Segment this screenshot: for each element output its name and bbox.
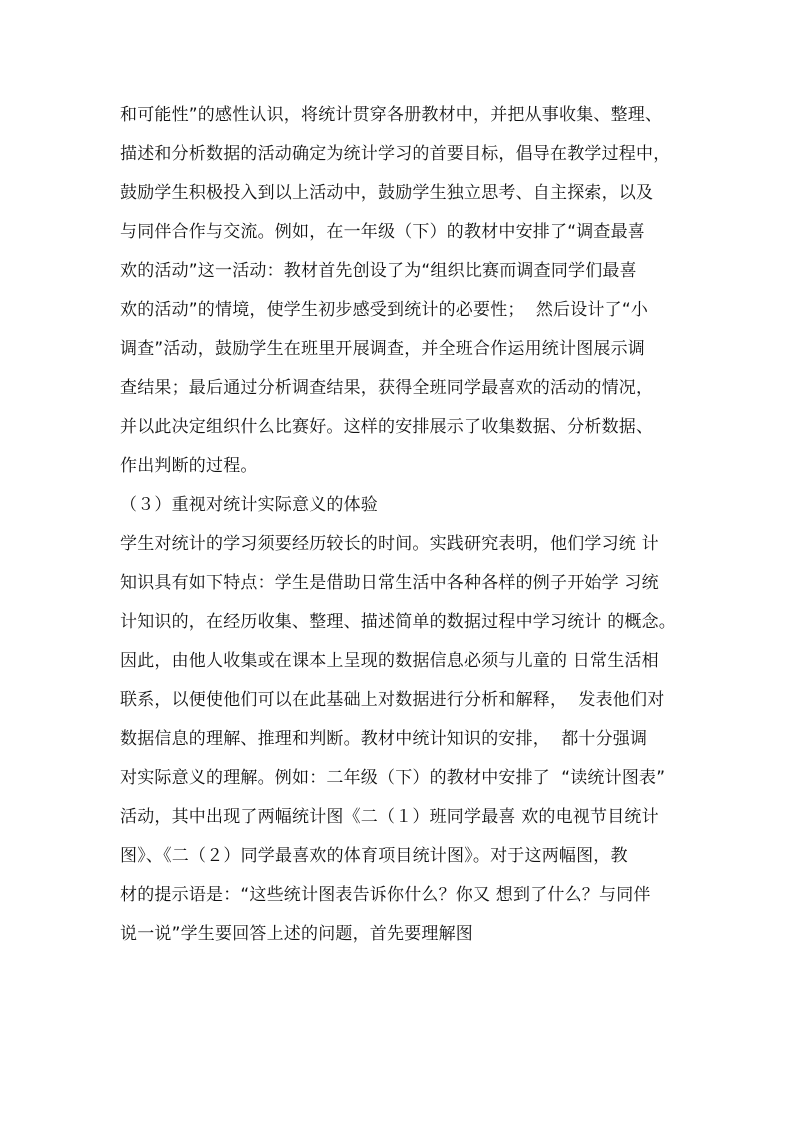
text-line-22: 说一说”学生要回答上述的问题，首先要理解图 <box>120 924 474 944</box>
text-line-8: 查结果；最后通过分析调查结果，获得全班同学最喜欢的活动的情况， <box>120 378 654 398</box>
text-line-2: 描述和分析数据的活动确定为统计学习的首要目标，倡导在教学过程中， <box>120 144 671 164</box>
text-line-20: 图》、《二（２）同学最喜欢的体育项目统计图》。对于这两幅图，教 <box>120 846 628 866</box>
text-line-6: 欢的活动”的情境，使学生初步感受到统计的必要性； 然后设计了“小 <box>120 300 649 320</box>
text-line-16: 联系，以便使他们可以在此基础上对数据进行分析和解释， 发表他们对 <box>120 690 665 710</box>
text-line-13: 知识具有如下特点：学生是借助日常生活中各种各样的例子开始学 习统 <box>120 573 659 593</box>
text-line-12: 学生对统计的学习须要经历较长的时间。实践研究表明，他们学习统 计 <box>120 534 659 554</box>
text-line-10: 作出判断的过程。 <box>120 456 258 476</box>
text-line-5: 欢的活动”这一活动：教材首先创设了为“组织比赛而调查同学们最喜 <box>120 261 637 281</box>
text-line-18: 对实际意义的理解。例如：二年级（下）的教材中安排了 “读统计图表” <box>120 768 666 788</box>
text-line-21: 材的提示语是：“这些统计图表告诉你什么？你又 想到了什么？与同伴 <box>120 885 651 905</box>
text-line-15: 因此，由他人收集或在课本上呈现的数据信息必须与儿童的 日常生活相 <box>120 651 659 671</box>
text-line-7: 调查”活动，鼓励学生在班里开展调查，并全班合作运用统计图展示调 <box>120 339 646 359</box>
text-line-4: 与同伴合作与交流。例如，在一年级（下）的教材中安排了“调查最喜 <box>120 222 646 242</box>
text-line-17: 数据信息的理解、推理和判断。教材中统计知识的安排， 都十分强调 <box>120 729 648 749</box>
text-line-14: 计知识的，在经历收集、整理、描述简单的数据过程中学习统计 的概念。 <box>120 612 677 632</box>
text-line-19: 活动，其中出现了两幅统计图《二（１）班同学最喜 欢的电视节目统计 <box>120 807 659 827</box>
text-line-1: 和可能性”的感性认识，将统计贯穿各册教材中，并把从事收集、整理、 <box>120 105 663 125</box>
text-line-9: 并以此决定组织什么比赛好。这样的安排展示了收集数据、分析数据、 <box>120 417 654 437</box>
section-heading: （３）重视对统计实际意义的体验 <box>120 495 378 515</box>
text-line-3: 鼓励学生积极投入到以上活动中，鼓励学生独立思考、自主探索，以及 <box>120 183 654 203</box>
